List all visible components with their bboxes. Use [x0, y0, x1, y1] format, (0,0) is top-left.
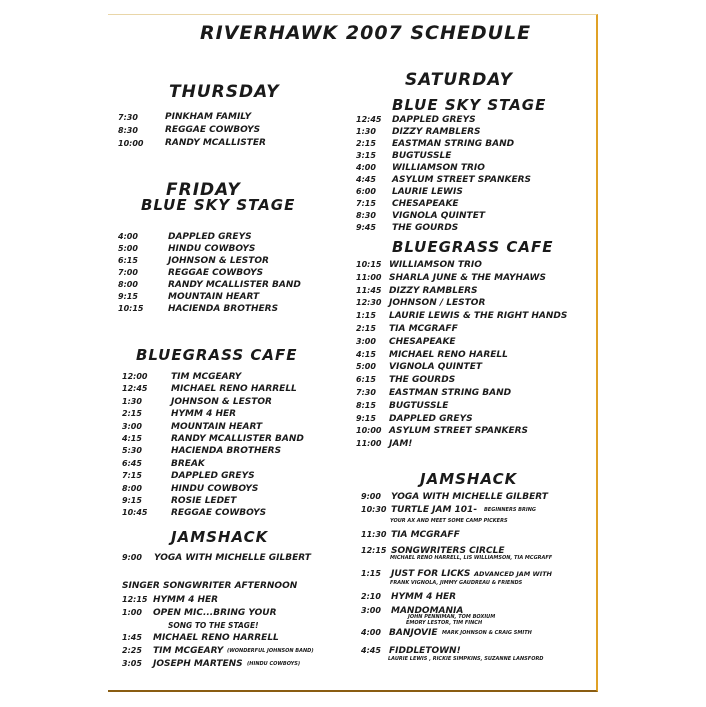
act: LAURIE LEWIS — [392, 187, 463, 197]
time: 7:30 — [356, 387, 376, 397]
act: OPEN MIC...BRING YOUR — [153, 607, 277, 618]
act: TURTLE JAM 101- — [391, 505, 478, 515]
act: TIM MCGEARY — [153, 646, 224, 657]
act: RANDY MCALLISTER — [165, 138, 266, 148]
time: 11:00 — [356, 272, 382, 282]
time: 1:15 — [356, 311, 376, 321]
act: FIDDLETOWN! — [389, 646, 461, 656]
act: JOSEPH MARTENS — [153, 658, 243, 669]
friday-heading: FRIDAY — [166, 180, 241, 200]
time: 7:00 — [118, 268, 138, 277]
friday-jamshack-heading: JAMSHACK — [171, 528, 269, 546]
time: 10:45 — [122, 508, 148, 518]
time: 10:15 — [118, 304, 144, 313]
act: MANDOMANIA — [391, 606, 464, 616]
time: 11:00 — [356, 439, 382, 449]
act: BUGTUSSLE — [392, 151, 452, 161]
time: 1:30 — [122, 396, 142, 406]
act: HINDU COWBOYS — [171, 483, 259, 494]
time: 3:15 — [356, 151, 376, 160]
act: EASTMAN STRING BAND — [392, 139, 515, 149]
act: RANDY MCALLISTER BAND — [168, 280, 301, 290]
saturday-stage-heading: BLUE SKY STAGE — [392, 96, 547, 114]
time: 5:30 — [122, 446, 142, 456]
act: REGGAE COWBOYS — [168, 268, 264, 278]
act: HINDU COWBOYS — [168, 244, 256, 254]
friday-stage-heading: BLUE SKY STAGE — [141, 196, 296, 214]
time: 9:45 — [356, 223, 376, 232]
mando-sub2: EMORY LESTOR, TIM FINCH — [406, 620, 483, 626]
act: WILLIAMSON TRIO — [389, 260, 482, 270]
act: REGGAE COWBOYS — [165, 125, 261, 135]
act: BUGTUSSLE — [389, 400, 449, 411]
time: 3:00 — [361, 606, 381, 615]
act: DAPPLED GREYS — [171, 471, 255, 482]
licks-extra: ADVANCED JAM WITH — [474, 570, 552, 578]
act: JOHNSON & LESTOR — [168, 256, 269, 266]
act: RANDY MCALLISTER BAND — [171, 433, 304, 444]
time: 3:00 — [122, 421, 142, 431]
time: 7:15 — [122, 471, 142, 481]
act: REGGAE COWBOYS — [171, 508, 267, 519]
act: JAM! — [389, 439, 413, 450]
time: 8:30 — [118, 126, 138, 135]
act: YOGA WITH MICHELLE GILBERT — [154, 553, 311, 563]
time: 4:00 — [356, 163, 376, 172]
act: ROSIE LEDET — [171, 495, 237, 506]
time: 7:30 — [118, 113, 138, 122]
time: 10:15 — [356, 260, 382, 269]
time: 4:15 — [122, 433, 142, 443]
act: BANJOVIE — [389, 628, 438, 638]
time: 2:15 — [122, 409, 142, 419]
time: 12:00 — [122, 372, 148, 381]
act: BREAK — [171, 458, 205, 469]
friday-cafe-heading: BLUEGRASS CAFE — [136, 346, 298, 364]
time: 6:45 — [122, 458, 142, 468]
time: 1:15 — [361, 569, 381, 578]
act: JOHNSON / LESTOR — [389, 298, 486, 309]
turtle-extra: BEGINNERS BRING — [484, 507, 536, 513]
act: PINKHAM FAMILY — [165, 112, 252, 122]
time: 1:30 — [356, 127, 376, 136]
time: 3:00 — [356, 336, 376, 346]
time: 12:45 — [122, 384, 148, 394]
time: 8:00 — [118, 280, 138, 289]
time: 5:00 — [118, 244, 138, 253]
time: 1:45 — [122, 633, 142, 643]
time: 2:15 — [356, 139, 376, 148]
act: MOUNTAIN HEART — [168, 292, 260, 302]
act: HYMM 4 HER — [391, 592, 457, 602]
act: CHESAPEAKE — [392, 199, 459, 209]
act: ASYLUM STREET SPANKERS — [392, 175, 532, 185]
act: YOGA WITH MICHELLE GILBERT — [391, 492, 548, 502]
time: 6:15 — [118, 256, 138, 265]
time: 9:15 — [122, 495, 142, 505]
singer-songwriter-heading: SINGER SONGWRITER AFTERNOON — [122, 581, 298, 591]
act: DAPPLED GREYS — [168, 232, 252, 242]
time: 4:00 — [361, 628, 381, 637]
time: 10:00 — [356, 426, 382, 436]
time: 6:00 — [356, 187, 376, 196]
act: TIM MCGEARY — [171, 372, 242, 382]
banjo-extra: MARK JOHNSON & CRAIG SMITH — [442, 630, 532, 636]
act: SHARLA JUNE & THE MAYHAWS — [389, 272, 546, 283]
act: THE GOURDS — [392, 223, 459, 233]
act: HYMM 4 HER — [171, 409, 237, 420]
act: JUST FOR LICKS — [391, 569, 471, 579]
act: HACIENDA BROTHERS — [168, 304, 279, 314]
time: 2:25 — [122, 646, 142, 656]
time: 11:45 — [356, 285, 382, 295]
time: 6:15 — [356, 375, 376, 385]
time: 3:05 — [122, 658, 142, 668]
act: TIA MCGRAFF — [391, 530, 460, 540]
act: LAURIE LEWIS & THE RIGHT HANDS — [389, 311, 568, 322]
time: 12:45 — [356, 115, 382, 124]
act: MOUNTAIN HEART — [171, 421, 263, 432]
time: 8:30 — [356, 211, 376, 220]
act: DAPPLED GREYS — [389, 413, 473, 424]
act: MICHAEL RENO HARRELL — [171, 384, 297, 395]
songwriters-sub: MICHAEL RENO HARRELL, LIS WILLIAMSON, TIA MCGRAFF — [390, 555, 553, 561]
time: 11:30 — [361, 530, 387, 539]
act: DIZZY RAMBLERS — [389, 285, 478, 296]
act: SONG TO THE STAGE! — [168, 620, 259, 630]
act: SONGWRITERS CIRCLE — [391, 546, 505, 556]
time: 4:45 — [356, 175, 376, 184]
act: VIGNOLA QUINTET — [392, 211, 485, 221]
act: EASTMAN STRING BAND — [389, 387, 512, 398]
time: 12:30 — [356, 298, 382, 308]
act: CHESAPEAKE — [389, 336, 456, 347]
act: TIA MCGRAFF — [389, 323, 458, 334]
mando-sub1: JOHN PENNIMAN, TOM BOXIUM — [408, 614, 496, 620]
turtle-line2: YOUR AX AND MEET SOME CAMP PICKERS — [390, 518, 508, 524]
time: 4:45 — [361, 646, 381, 655]
time: 10:00 — [118, 139, 144, 148]
saturday-cafe-heading: BLUEGRASS CAFE — [392, 238, 554, 256]
act: JOHNSON & LESTOR — [171, 396, 272, 407]
time: 7:15 — [356, 199, 376, 208]
time: 1:00 — [122, 607, 142, 617]
act: ASYLUM STREET SPANKERS — [389, 426, 529, 437]
time: 10:30 — [361, 505, 387, 514]
time: 2:10 — [361, 592, 381, 601]
time: 12:15 — [361, 546, 387, 555]
act-note: (HINDU COWBOYS) — [247, 660, 301, 667]
act: MICHAEL RENO HARELL — [389, 349, 508, 360]
time: 8:00 — [122, 483, 142, 493]
time: 8:15 — [356, 400, 376, 410]
act-note: (WONDERFUL JOHNSON BAND) — [227, 648, 314, 655]
saturday-jamshack-heading: JAMSHACK — [420, 470, 518, 488]
act: DAPPLED GREYS — [392, 115, 476, 125]
act: HACIENDA BROTHERS — [171, 446, 282, 457]
time: 9:15 — [118, 292, 138, 301]
time: 9:15 — [356, 413, 376, 423]
act: WILLIAMSON TRIO — [392, 163, 485, 173]
time: 9:00 — [122, 553, 142, 562]
fiddle-sub: LAURIE LEWIS , RICKIE SIMPKINS, SUZANNE LANSFORD — [388, 656, 544, 662]
time: 4:00 — [118, 232, 138, 241]
time: 5:00 — [356, 362, 376, 372]
time: 12:15 — [122, 595, 148, 604]
time: 2:15 — [356, 323, 376, 333]
page-title: RIVERHAWK 2007 SCHEDULE — [200, 22, 532, 44]
act: HYMM 4 HER — [153, 595, 219, 605]
act: MICHAEL RENO HARRELL — [153, 633, 279, 644]
act: VIGNOLA QUINTET — [389, 362, 482, 373]
time: 9:00 — [361, 492, 381, 501]
act: THE GOURDS — [389, 375, 456, 386]
licks-sub: FRANK VIGNOLA, JIMMY GAUDREAU & FRIENDS — [390, 580, 523, 586]
act: DIZZY RAMBLERS — [392, 127, 481, 137]
thursday-heading: THURSDAY — [169, 82, 280, 102]
saturday-heading: SATURDAY — [405, 70, 513, 90]
time: 4:15 — [356, 349, 376, 359]
